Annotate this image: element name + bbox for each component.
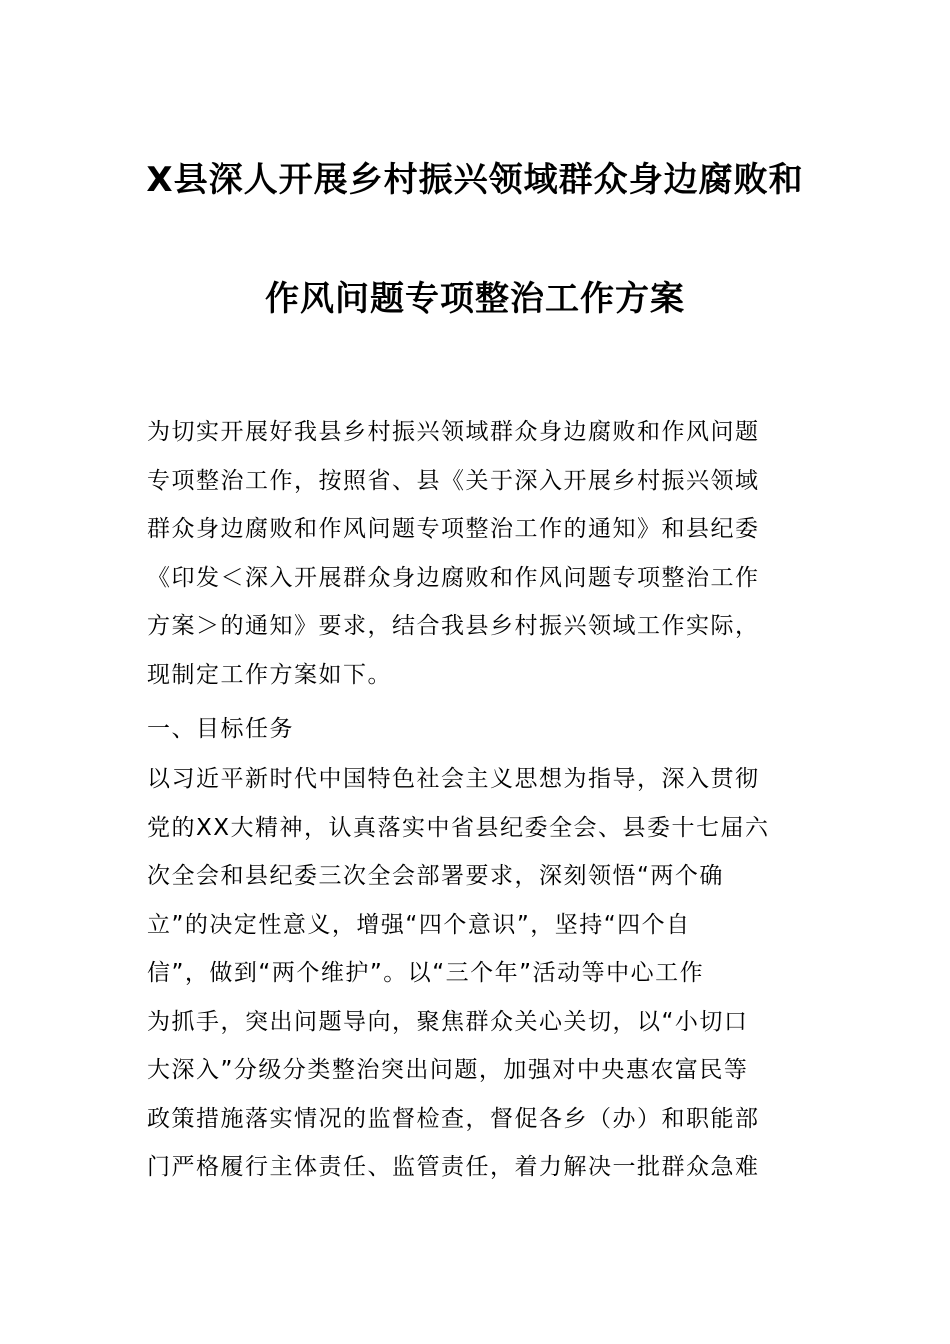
- section-heading-text: 一、目标任务: [147, 716, 294, 742]
- intro-line: 为切实开展好我县乡村振兴领域群众身边腐败和作风问题: [147, 419, 760, 445]
- intro-line: 群众身边腐败和作风问题专项整治工作的通知》和县纪委: [147, 516, 760, 542]
- intro-line: 《印发＜深入开展群众身边腐败和作风问题专项整治工作: [147, 564, 760, 591]
- paragraph-line: 大深入”分级分类整治突出问题，加强对中央惠农富民等: [147, 1057, 749, 1083]
- intro-line: 现制定工作方案如下。: [147, 661, 392, 688]
- paragraph-line: 信”，做到“两个维护”。以“三个年”活动等中心工作: [147, 960, 705, 986]
- paragraph-line: 党的XX大精神，认真落实中省县纪委全会、县委十七届六: [147, 814, 770, 841]
- section-paragraph-goals: [147, 755, 807, 1192]
- paragraph-line: 门严格履行主体责任、监管责任，着力解决一批群众急难: [147, 1154, 760, 1180]
- document-title-line-2: 作风问题专项整治工作方案: [265, 279, 685, 319]
- paragraph-line: 以习近平新时代中国特色社会主义思想为指导，深入贯彻: [147, 766, 760, 792]
- paragraph-line: 政策措施落实情况的监督检查，督促各乡（办）和职能部: [147, 1105, 760, 1132]
- paragraph-line: 立”的决定性意义，增强“四个意识”，坚持“四个自: [147, 911, 691, 938]
- intro-line: 专项整治工作，按照省、县《关于深入开展乡村振兴领域: [147, 467, 760, 494]
- intro-paragraph: [147, 408, 807, 699]
- section-heading-goals: [147, 705, 807, 754]
- paragraph-line: 为抓手，突出问题导向，聚焦群众关心关切，以“小切口: [147, 1008, 749, 1035]
- paragraph-line: 次全会和县纪委三次全会部署要求，深刻领悟“两个确: [147, 863, 724, 889]
- document-title-line-1: X县深人开展乡村振兴领域群众身边腐败和: [146, 160, 804, 200]
- intro-line: 方案＞的通知》要求，结合我县乡村振兴领域工作实际，: [147, 613, 760, 639]
